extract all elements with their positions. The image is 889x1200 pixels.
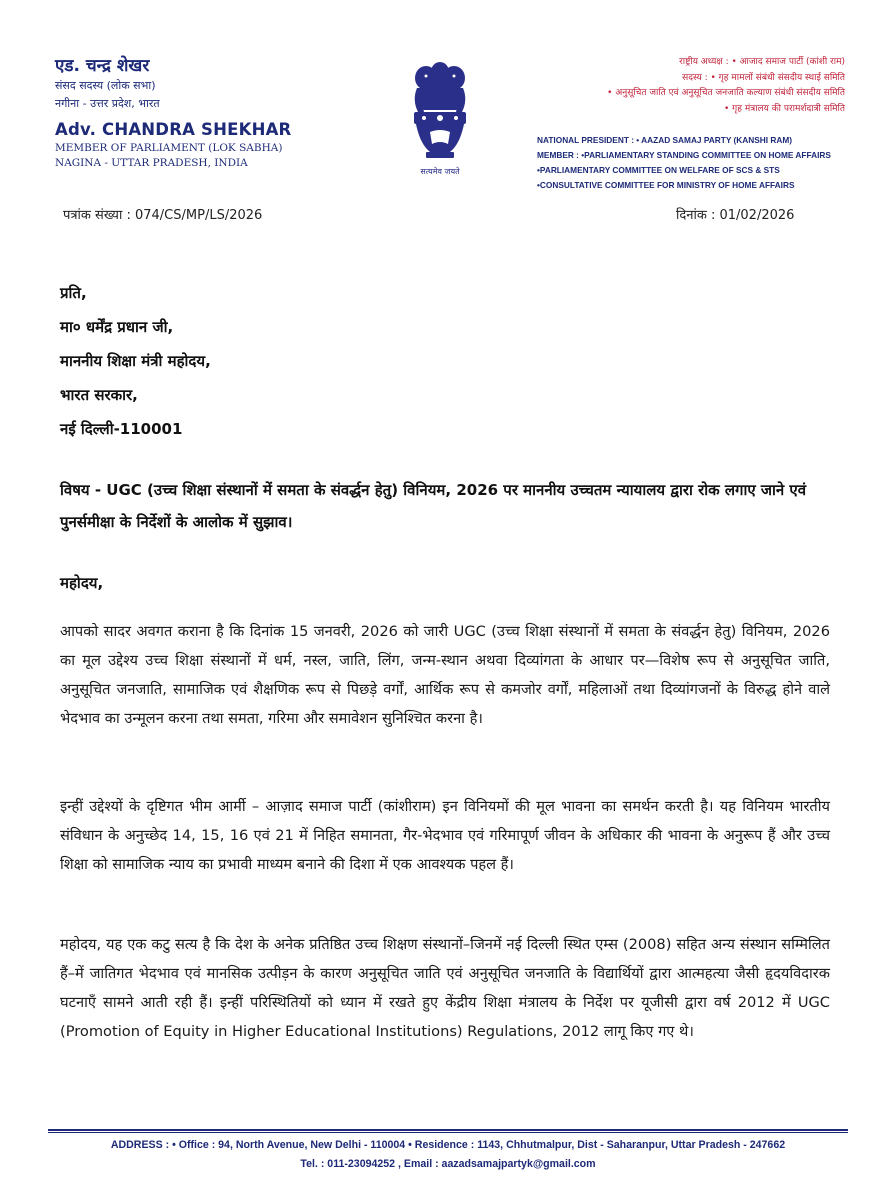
sender-role-english: MEMBER OF PARLIAMENT (LOK SABHA): [55, 142, 283, 154]
addressee-line: मा० धर्मेंद्र प्रधान जी,: [60, 318, 174, 336]
letter-number: पत्रांक संख्या : 074/CS/MP/LS/2026: [63, 208, 263, 223]
footer: [48, 1136, 848, 1174]
footer-address: ADDRESS : • Office : 94, North Avenue, New Delhi - 110004 • Residence : 1143, Chhutmalpur, Dist - Saharanpur, Uttar Pradesh - 247662: [110, 1139, 786, 1151]
sender-place-english: NAGINA - UTTAR PRADESH, INDIA: [55, 157, 248, 169]
position-line-hindi: • गृह मंत्रालय की परामर्शदात्री समिति: [724, 103, 845, 114]
body-paragraph: महोदय, यह एक कटु सत्य है कि देश के अनेक प्रतिष्ठित उच्च शिक्षण संस्थानों–जिनमें नई दिल्ली स्थित एम्स (2008) सहित अन्य संस्थान सम्मिलित हैं–में जातिगत भेदभाव एवं मानसिक उत्पीड़न के कारण अनुसूचित जाति एवं अनुसूचित जनजाति के विद्यार्थियों द्वारा आत्महत्या जैसी हृदयविदारक घटनाएँ सामने आती रही हैं। इन्हीं परिस्थितियों को ध्यान में रखते हुए केंद्रीय शिक्षा मंत्रालय के निर्देश पर यूजीसी द्वारा वर्ष 2012 में UGC (Promotion of Equity in Higher Educational Institutions) Regulations, 2012 लागू किए गए थे।: [60, 936, 830, 1040]
addressee-block: [60, 276, 211, 446]
position-line-english: •CONSULTATIVE COMMITTEE FOR MINISTRY OF HOME AFFAIRS: [537, 180, 795, 190]
sender-name-hindi: एड. चन्द्र शेखर: [55, 56, 150, 76]
body-paragraph: आपको सादर अवगत कराना है कि दिनांक 15 जनवरी, 2026 को जारी UGC (उच्च शिक्षा संस्थानों में समता के संवर्द्धन हेतु) विनियम, 2026 का मूल उद्देश्य उच्च शिक्षा संस्थानों में धर्म, नस्ल, जाति, लिंग, जन्म-स्थान अथवा दिव्यांगता के आधार पर—विशेष रूप से अनुसूचित जाति, अनुसूचित जनजाति, सामाजिक एवं शैक्षणिक रूप से पिछड़े वर्गों, आर्थिक रूप से कमजोर वर्गों, महिलाओं तथा दिव्यांगजनों के विरुद्ध होने वाले भेदभाव का उन्मूलन करना तथा समता, गरिमा और समावेशन सुनिश्चित करना है।: [60, 623, 830, 727]
letterhead-left: [55, 56, 385, 171]
sender-place-hindi: नगीना - उत्तर प्रदेश, भारत: [55, 97, 160, 110]
position-line-hindi: • अनुसूचित जाति एवं अनुसूचित जनजाति कल्याण संबंधी संसदीय समिति: [607, 88, 845, 98]
position-line-english: MEMBER : •PARLIAMENTARY STANDING COMMITTEE ON HOME AFFAIRS: [537, 150, 831, 160]
position-line-english: NATIONAL PRESIDENT : • AAZAD SAMAJ PARTY (KANSHI RAM): [537, 135, 793, 145]
position-line-hindi: राष्ट्रीय अध्यक्ष : • आजाद समाज पार्टी (कांशी राम): [679, 57, 845, 67]
body-paragraph: इन्हीं उद्देश्यों के दृष्टिगत भीम आर्मी – आज़ाद समाज पार्टी (कांशीराम) इन विनियमों की मूल भावना का समर्थन करती है। यह विनियम भारतीय संविधान के अनुच्छेद 14, 15, 16 एवं 21 में निहित समानता, गैर-भेदभाव एवं गरिमापूर्ण जीवन के अधिकार की भावना के अनुरूप हैं और उच्च शिक्षा को सामाजिक न्याय का प्रभावी माध्यम बनाने की दिशा में एक आवश्यक पहल हैं।: [60, 798, 830, 873]
letter-date: दिनांक : 01/02/2026: [676, 208, 795, 223]
position-line-english: •PARLIAMENTARY COMMITTEE ON WELFARE OF SCS & STS: [537, 165, 780, 175]
position-line-hindi: सदस्य : • गृह मामलों संबंधी संसदीय स्थाई समिति: [682, 72, 845, 83]
footer-contact: Tel. : 011-23094252 , Email : aazadsamajpartyk@gmail.com: [300, 1158, 596, 1170]
emblem-motto: सत्यमेव जयते: [420, 167, 460, 176]
addressee-line: नई दिल्ली-110001: [60, 420, 183, 438]
subject-line: विषय - UGC (उच्च शिक्षा संस्थानों में समता के संवर्द्धन हेतु) विनियम, 2026 पर माननीय उच्चतम न्यायालय द्वारा रोक लगाए जाने एवं पुनर्समीक्षा के निर्देशों के आलोक में सुझाव।: [60, 481, 807, 531]
addressee-line: माननीय शिक्षा मंत्री महोदय,: [60, 352, 211, 370]
footer-divider: [48, 1132, 848, 1133]
footer-divider: [48, 1129, 848, 1131]
addressee-line: भारत सरकार,: [60, 386, 138, 404]
addressee-line: प्रति,: [60, 284, 87, 302]
letterhead-right-english: [537, 133, 847, 193]
sender-name-english: Adv. CHANDRA SHEKHAR: [55, 120, 292, 139]
national-emblem-icon: [390, 58, 490, 178]
salutation: महोदय,: [60, 574, 104, 592]
letterhead-right-hindi: [500, 55, 845, 117]
sender-role-hindi: संसद सदस्य (लोक सभा): [55, 79, 156, 92]
